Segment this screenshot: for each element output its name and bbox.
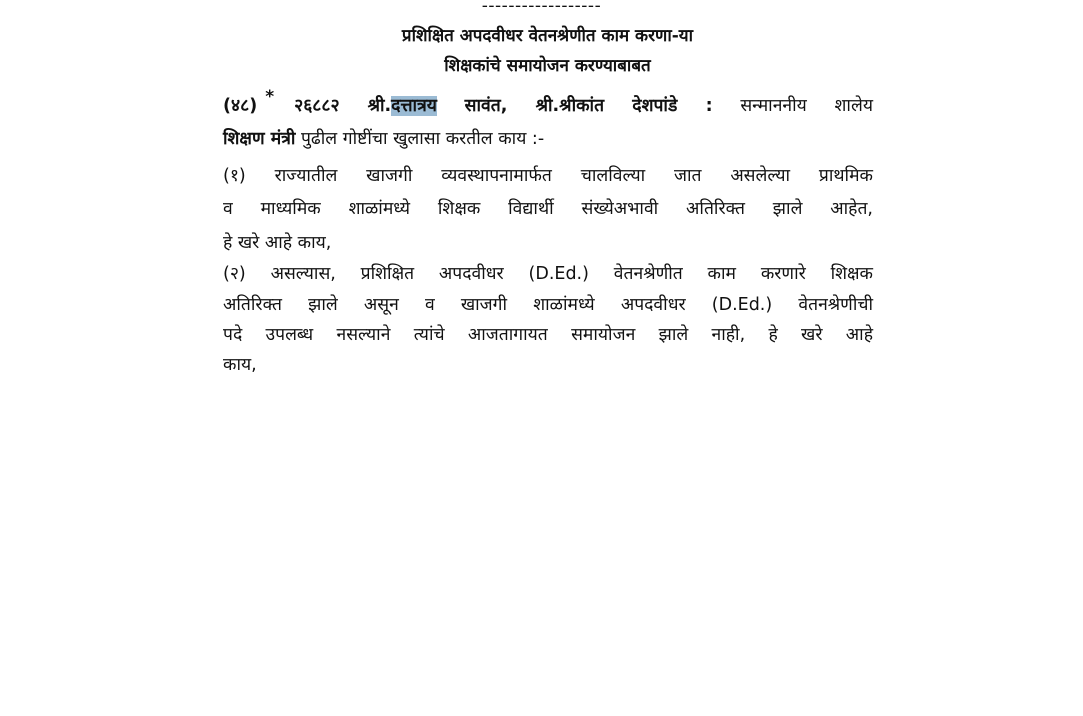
- item-1-line-1: (१) राज्यातील खाजगी व्यवस्थापनामार्फत चालविल्या जात असलेल्या प्राथमिक: [223, 166, 873, 186]
- document-title-line-2: शिक्षकांचे समायोजन करण्याबाबत: [444, 56, 651, 76]
- addressee-text: सन्माननीय शालेय: [740, 96, 873, 116]
- highlighted-member-name[interactable]: दत्तात्रय: [391, 96, 437, 116]
- question-serial: (४८): [223, 96, 258, 116]
- item-2-line-1: (२) असल्यास, प्रशिक्षित अपदवीधर (D.Ed.) वेतनश्रेणीत काम करणारे शिक्षक: [223, 264, 873, 284]
- item-2-line-3: पदे उपलब्ध नसल्याने त्यांचे आजतागायत समायोजन झाले नाही, हे खरे आहे: [223, 325, 873, 345]
- member-names: सावंत, श्री.श्रीकांत देशपांडे :: [464, 96, 713, 116]
- item-1-line-3: हे खरे आहे काय,: [223, 233, 332, 253]
- member-prefix: श्री.: [367, 96, 392, 116]
- separator-dashes: ------------------: [481, 0, 602, 16]
- item-1-line-2: व माध्यमिक शाळांमध्ये शिक्षक विद्यार्थी संख्येअभावी अतिरिक्त झाले आहेत,: [223, 199, 873, 219]
- question-intro-line: [223, 124, 873, 154]
- addressee-minister: शिक्षण मंत्री: [223, 129, 296, 149]
- question-intro-text: पुढील गोष्टींचा खुलासा करतील काय :-: [300, 129, 545, 149]
- starred-question-marker: *: [265, 87, 275, 107]
- question-heading-line: [223, 87, 873, 121]
- item-2-line-2: अतिरिक्त झाले असून व खाजगी शाळांमध्ये अपदवीधर (D.Ed.) वेतनश्रेणीची: [223, 295, 873, 315]
- question-number: २६८८२: [294, 96, 340, 116]
- item-2-line-4: काय,: [223, 355, 257, 375]
- document-title-line-1: प्रशिक्षित अपदवीधर वेतनश्रेणीत काम करणा-या: [401, 26, 694, 46]
